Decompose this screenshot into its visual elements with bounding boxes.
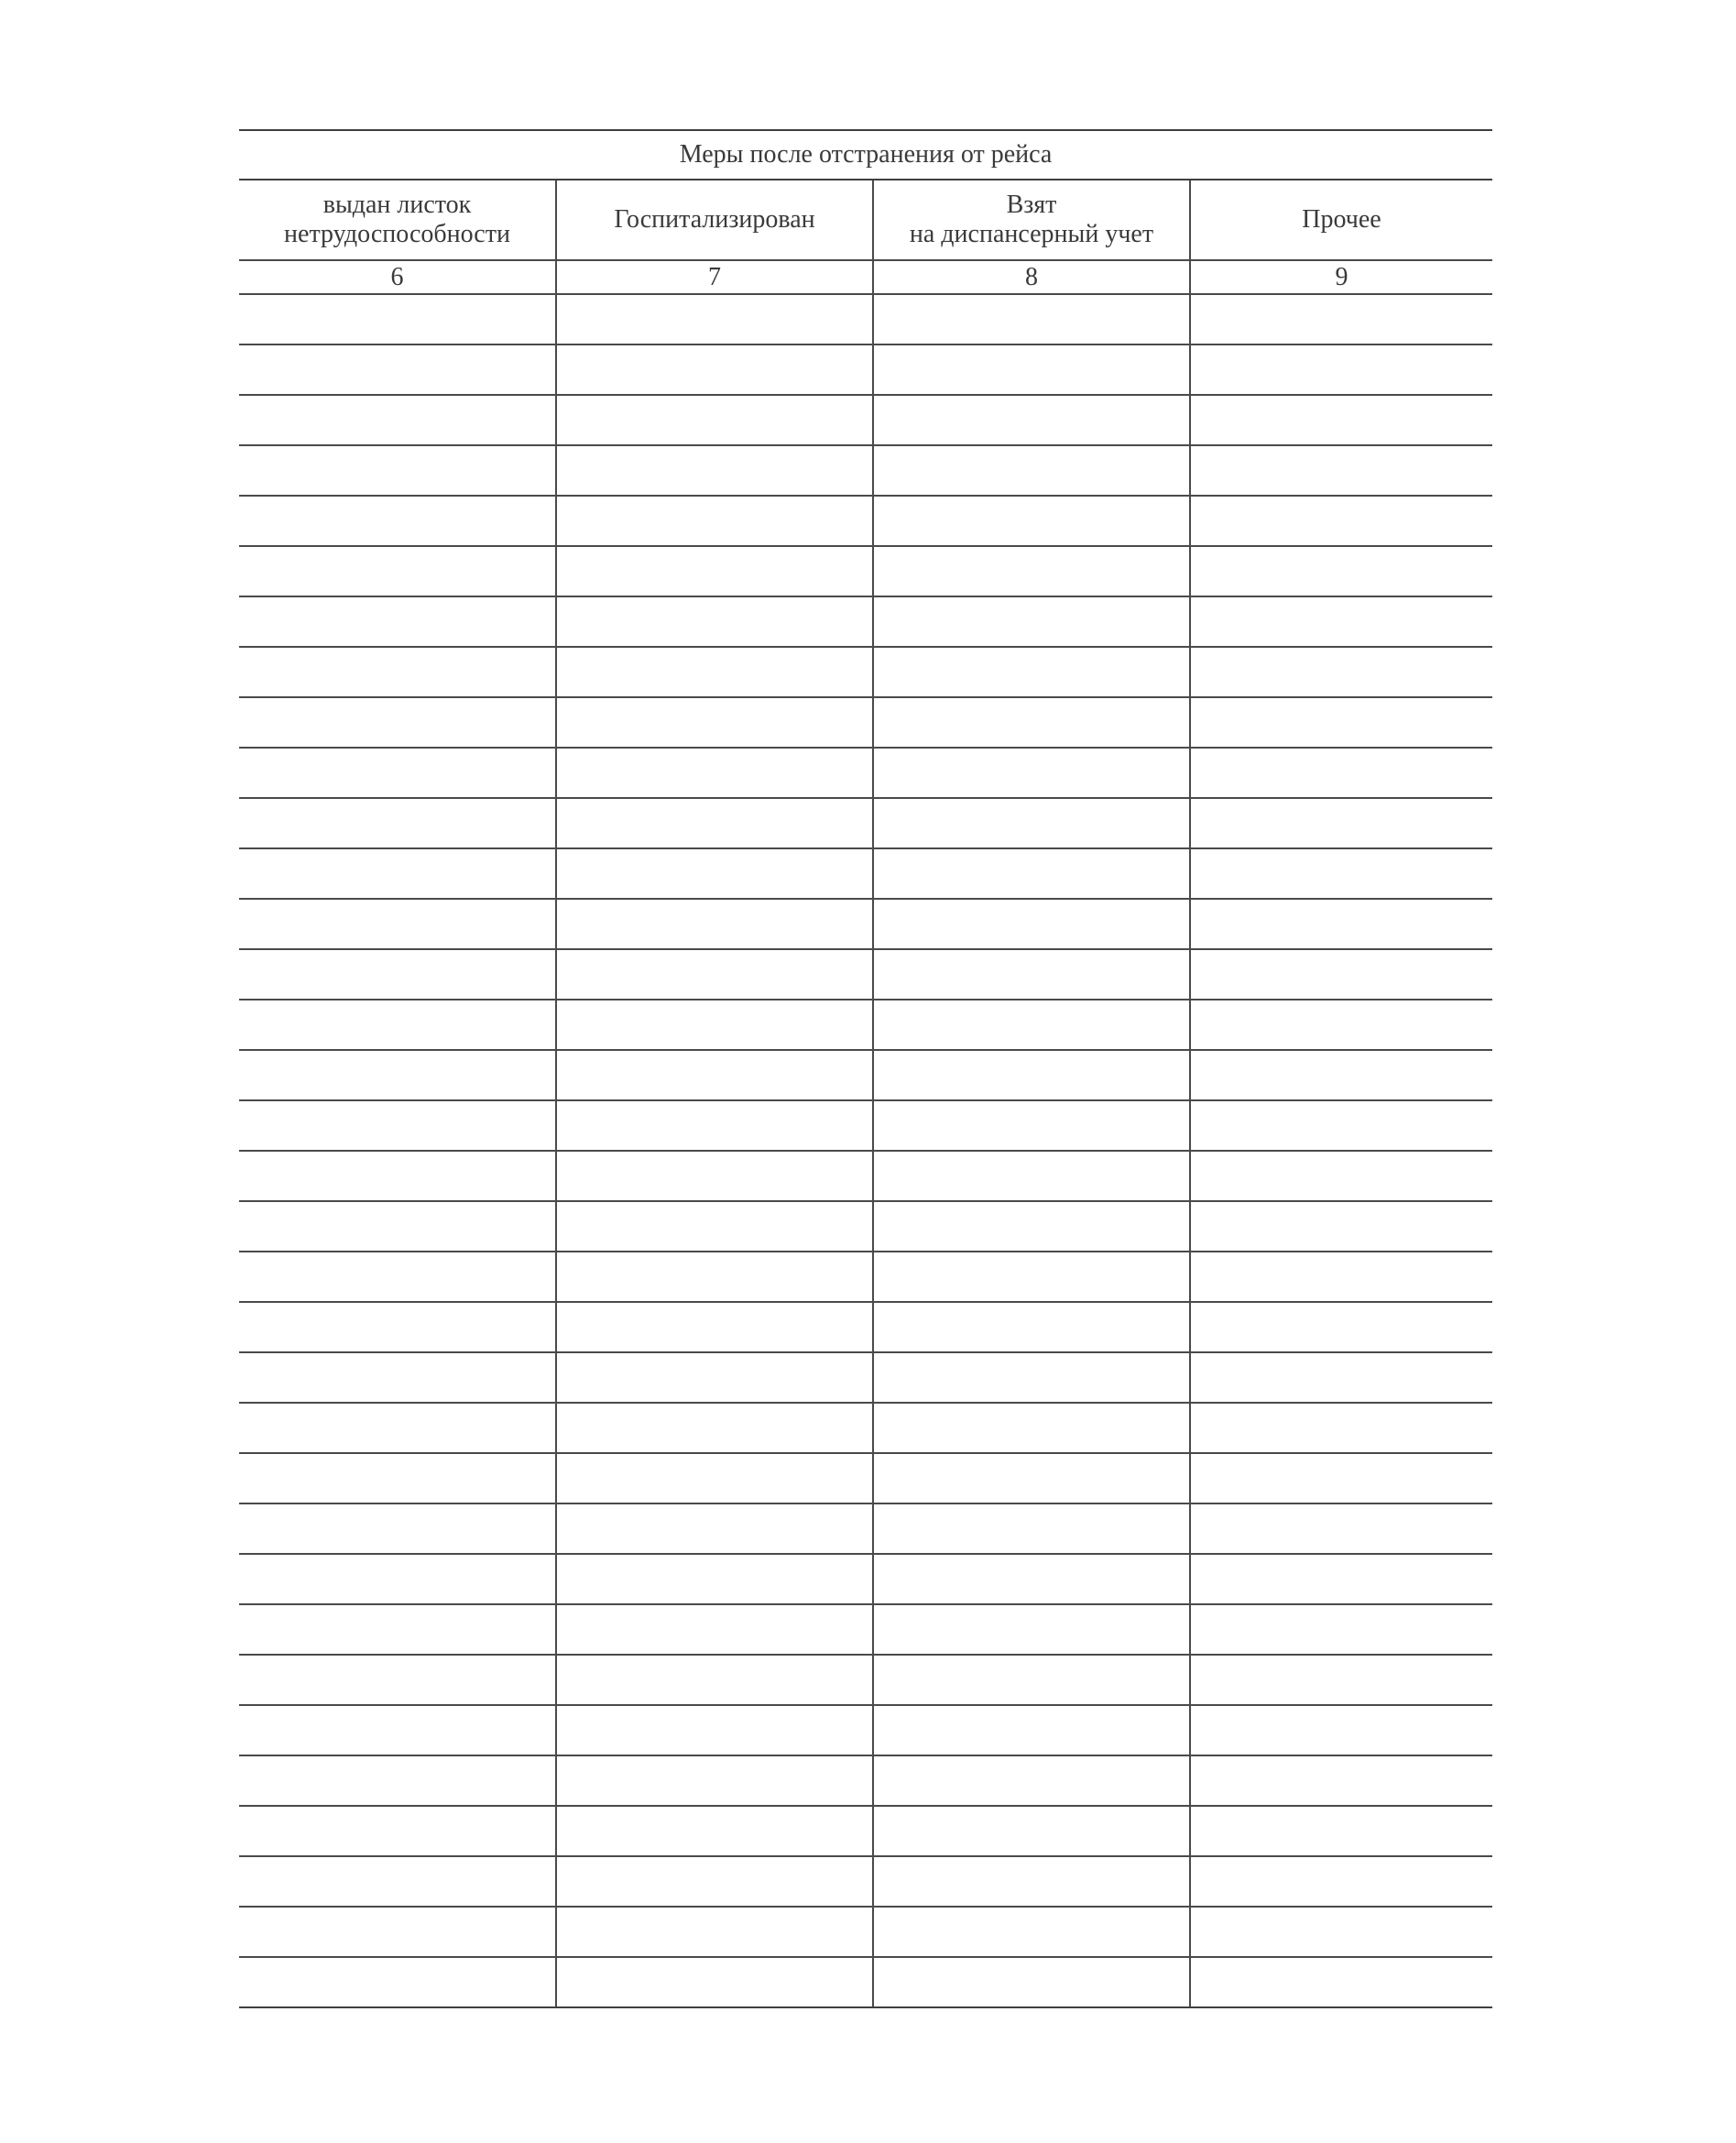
table-row — [239, 596, 1492, 647]
column-header-hospitalized — [556, 180, 873, 260]
table-row — [239, 1000, 1492, 1050]
table-cell-sick-leave[interactable] — [239, 1957, 556, 2007]
table-cell-other[interactable] — [1190, 1907, 1492, 1957]
table-row — [239, 395, 1492, 445]
table-cell-sick-leave[interactable] — [239, 1000, 556, 1050]
table-cell-sick-leave[interactable] — [239, 1856, 556, 1907]
table-cell-hospitalized[interactable] — [556, 1755, 873, 1806]
table-cell-hospitalized[interactable] — [556, 1453, 873, 1503]
table-row — [239, 1503, 1492, 1554]
column-header-other-line-1: Прочее — [1302, 205, 1381, 234]
table-cell-sick-leave[interactable] — [239, 445, 556, 496]
table-cell-hospitalized[interactable] — [556, 445, 873, 496]
table-cell-sick-leave[interactable] — [239, 546, 556, 596]
table-cell-hospitalized[interactable] — [556, 496, 873, 546]
table-row — [239, 1403, 1492, 1453]
table-cell-sick-leave[interactable] — [239, 344, 556, 395]
column-header-other — [1190, 180, 1492, 260]
table-cell-sick-leave[interactable] — [239, 1806, 556, 1856]
table-cell-dispensary[interactable] — [873, 445, 1190, 496]
table-row — [239, 1907, 1492, 1957]
table-cell-other[interactable] — [1190, 748, 1492, 798]
table-cell-dispensary[interactable] — [873, 949, 1190, 1000]
table-cell-dispensary[interactable] — [873, 748, 1190, 798]
table-cell-hospitalized[interactable] — [556, 1604, 873, 1655]
table-row — [239, 1100, 1492, 1151]
table-cell-hospitalized[interactable] — [556, 294, 873, 344]
table-cell-dispensary[interactable] — [873, 1957, 1190, 2007]
table-cell-hospitalized[interactable] — [556, 1554, 873, 1604]
table-cell-dispensary[interactable] — [873, 496, 1190, 546]
table-cell-sick-leave[interactable] — [239, 1100, 556, 1151]
table-cell-dispensary[interactable] — [873, 344, 1190, 395]
table-row — [239, 1302, 1492, 1352]
table-cell-dispensary[interactable] — [873, 1655, 1190, 1705]
table-body — [239, 294, 1492, 2007]
table-cell-sick-leave[interactable] — [239, 496, 556, 546]
table-row — [239, 496, 1492, 546]
table-cell-dispensary[interactable] — [873, 546, 1190, 596]
table-row — [239, 1655, 1492, 1705]
table-cell-sick-leave[interactable] — [239, 899, 556, 949]
table-row — [239, 1252, 1492, 1302]
column-header-sick-leave-line-1: выдан листок — [322, 191, 472, 219]
table-cell-dispensary[interactable] — [873, 1806, 1190, 1856]
table-cell-dispensary[interactable] — [873, 798, 1190, 848]
column-number-8: 8 — [873, 260, 1190, 294]
table-cell-other[interactable] — [1190, 1705, 1492, 1755]
column-number-7: 7 — [556, 260, 873, 294]
table-cell-other[interactable] — [1190, 1201, 1492, 1252]
column-number-6: 6 — [239, 260, 556, 294]
table-cell-sick-leave[interactable] — [239, 1302, 556, 1352]
table-cell-hospitalized[interactable] — [556, 1403, 873, 1453]
table-cell-dispensary[interactable] — [873, 1604, 1190, 1655]
group-header-title: Меры после отстранения от рейса — [239, 130, 1492, 180]
table-cell-dispensary[interactable] — [873, 1050, 1190, 1100]
table-cell-other[interactable] — [1190, 899, 1492, 949]
table-cell-hospitalized[interactable] — [556, 395, 873, 445]
table-cell-other[interactable] — [1190, 798, 1492, 848]
table-cell-hospitalized[interactable] — [556, 1100, 873, 1151]
table-row — [239, 748, 1492, 798]
table-cell-other[interactable] — [1190, 596, 1492, 647]
table-row — [239, 848, 1492, 899]
table-cell-sick-leave[interactable] — [239, 798, 556, 848]
table-cell-dispensary[interactable] — [873, 1503, 1190, 1554]
table-cell-other[interactable] — [1190, 1000, 1492, 1050]
table-cell-dispensary[interactable] — [873, 1453, 1190, 1503]
column-header-sick-leave-line-2: нетрудоспособности — [284, 220, 510, 248]
table-row — [239, 546, 1492, 596]
table-cell-sick-leave[interactable] — [239, 395, 556, 445]
table-row — [239, 1352, 1492, 1403]
measures-table — [239, 129, 1492, 2008]
table-cell-other[interactable] — [1190, 445, 1492, 496]
table-cell-sick-leave[interactable] — [239, 1352, 556, 1403]
table-cell-hospitalized[interactable] — [556, 596, 873, 647]
table-cell-sick-leave[interactable] — [239, 848, 556, 899]
table-cell-sick-leave[interactable] — [239, 294, 556, 344]
column-header-sick-leave — [239, 180, 556, 260]
table-cell-hospitalized[interactable] — [556, 344, 873, 395]
table-cell-sick-leave[interactable] — [239, 1151, 556, 1201]
table-cell-hospitalized[interactable] — [556, 1252, 873, 1302]
table-cell-hospitalized[interactable] — [556, 798, 873, 848]
table-cell-dispensary[interactable] — [873, 1907, 1190, 1957]
table-row — [239, 1151, 1492, 1201]
table-cell-other[interactable] — [1190, 1503, 1492, 1554]
table-row — [239, 344, 1492, 395]
table-cell-sick-leave[interactable] — [239, 1554, 556, 1604]
column-header-row — [239, 180, 1492, 260]
table-cell-other[interactable] — [1190, 647, 1492, 697]
table-cell-sick-leave[interactable] — [239, 1503, 556, 1554]
table-row — [239, 445, 1492, 496]
table-cell-dispensary[interactable] — [873, 1100, 1190, 1151]
table-row — [239, 798, 1492, 848]
table-row — [239, 1705, 1492, 1755]
table-cell-sick-leave[interactable] — [239, 1050, 556, 1100]
table-cell-sick-leave[interactable] — [239, 1252, 556, 1302]
table-cell-hospitalized[interactable] — [556, 1957, 873, 2007]
table-cell-dispensary[interactable] — [873, 294, 1190, 344]
table-row — [239, 1856, 1492, 1907]
table-cell-other[interactable] — [1190, 1604, 1492, 1655]
table-cell-other[interactable] — [1190, 1554, 1492, 1604]
table-cell-other[interactable] — [1190, 395, 1492, 445]
table-cell-other[interactable] — [1190, 1302, 1492, 1352]
column-number-row — [239, 260, 1492, 294]
table-cell-other[interactable] — [1190, 496, 1492, 546]
table-cell-sick-leave[interactable] — [239, 949, 556, 1000]
table-cell-hospitalized[interactable] — [556, 1302, 873, 1352]
table-cell-hospitalized[interactable] — [556, 1503, 873, 1554]
table-cell-dispensary[interactable] — [873, 1705, 1190, 1755]
table-cell-sick-leave[interactable] — [239, 1655, 556, 1705]
table-row — [239, 1755, 1492, 1806]
table-cell-dispensary[interactable] — [873, 697, 1190, 748]
table-row — [239, 1201, 1492, 1252]
table-cell-other[interactable] — [1190, 1050, 1492, 1100]
table-row — [239, 1554, 1492, 1604]
table-cell-hospitalized[interactable] — [556, 1856, 873, 1907]
table-cell-other[interactable] — [1190, 1403, 1492, 1453]
table-cell-dispensary[interactable] — [873, 1252, 1190, 1302]
table-cell-dispensary[interactable] — [873, 1302, 1190, 1352]
table-cell-other[interactable] — [1190, 294, 1492, 344]
table-cell-other[interactable] — [1190, 1755, 1492, 1806]
column-header-dispensary-line-2: на диспансерный учет — [909, 220, 1154, 248]
table-cell-hospitalized[interactable] — [556, 848, 873, 899]
table-cell-other[interactable] — [1190, 344, 1492, 395]
table-row — [239, 1957, 1492, 2007]
table-cell-hospitalized[interactable] — [556, 1655, 873, 1705]
column-header-hospitalized-line-1: Госпитализирован — [614, 205, 815, 234]
table-cell-hospitalized[interactable] — [556, 1151, 873, 1201]
table-cell-dispensary[interactable] — [873, 1151, 1190, 1201]
table-cell-other[interactable] — [1190, 1806, 1492, 1856]
table-cell-other[interactable] — [1190, 949, 1492, 1000]
table-header — [239, 130, 1492, 294]
table-cell-sick-leave[interactable] — [239, 1755, 556, 1806]
table-cell-hospitalized[interactable] — [556, 1352, 873, 1403]
column-header-dispensary-line-1: Взят — [1006, 191, 1057, 219]
table-row — [239, 949, 1492, 1000]
table-cell-hospitalized[interactable] — [556, 1050, 873, 1100]
table-cell-dispensary[interactable] — [873, 1755, 1190, 1806]
table-cell-other[interactable] — [1190, 848, 1492, 899]
table-cell-hospitalized[interactable] — [556, 1000, 873, 1050]
table-cell-sick-leave[interactable] — [239, 1604, 556, 1655]
table-cell-dispensary[interactable] — [873, 848, 1190, 899]
table-cell-hospitalized[interactable] — [556, 647, 873, 697]
table-cell-hospitalized[interactable] — [556, 748, 873, 798]
table-cell-other[interactable] — [1190, 1100, 1492, 1151]
table-cell-other[interactable] — [1190, 1151, 1492, 1201]
table-cell-sick-leave[interactable] — [239, 1705, 556, 1755]
table-cell-hospitalized[interactable] — [556, 1907, 873, 1957]
table-cell-sick-leave[interactable] — [239, 1201, 556, 1252]
table-cell-hospitalized[interactable] — [556, 697, 873, 748]
table-cell-dispensary[interactable] — [873, 899, 1190, 949]
table-cell-sick-leave[interactable] — [239, 1907, 556, 1957]
table-cell-sick-leave[interactable] — [239, 1453, 556, 1503]
table-cell-dispensary[interactable] — [873, 647, 1190, 697]
table-cell-other[interactable] — [1190, 1352, 1492, 1403]
table-row — [239, 647, 1492, 697]
table-cell-other[interactable] — [1190, 1856, 1492, 1907]
group-header-row — [239, 130, 1492, 180]
table-cell-dispensary[interactable] — [873, 1856, 1190, 1907]
table-cell-dispensary[interactable] — [873, 596, 1190, 647]
table-cell-sick-leave[interactable] — [239, 647, 556, 697]
table-cell-other[interactable] — [1190, 1453, 1492, 1503]
table-cell-dispensary[interactable] — [873, 395, 1190, 445]
table-cell-sick-leave[interactable] — [239, 1403, 556, 1453]
table-cell-hospitalized[interactable] — [556, 949, 873, 1000]
table-row — [239, 1806, 1492, 1856]
table-cell-dispensary[interactable] — [873, 1352, 1190, 1403]
table-cell-other[interactable] — [1190, 546, 1492, 596]
table-row — [239, 697, 1492, 748]
table-row — [239, 1050, 1492, 1100]
table-row — [239, 1604, 1492, 1655]
table-cell-sick-leave[interactable] — [239, 697, 556, 748]
table-cell-dispensary[interactable] — [873, 1554, 1190, 1604]
table-cell-other[interactable] — [1190, 1655, 1492, 1705]
table-cell-other[interactable] — [1190, 1957, 1492, 2007]
table-cell-other[interactable] — [1190, 697, 1492, 748]
table-cell-sick-leave[interactable] — [239, 596, 556, 647]
table-cell-sick-leave[interactable] — [239, 748, 556, 798]
column-number-9: 9 — [1190, 260, 1492, 294]
table-row — [239, 294, 1492, 344]
table-row — [239, 899, 1492, 949]
table-cell-dispensary[interactable] — [873, 1201, 1190, 1252]
table-row — [239, 1453, 1492, 1503]
table-cell-dispensary[interactable] — [873, 1403, 1190, 1453]
column-header-dispensary — [873, 180, 1190, 260]
table-cell-hospitalized[interactable] — [556, 1201, 873, 1252]
table-cell-dispensary[interactable] — [873, 1000, 1190, 1050]
table-cell-hospitalized[interactable] — [556, 899, 873, 949]
table-cell-hospitalized[interactable] — [556, 1806, 873, 1856]
table-cell-other[interactable] — [1190, 1252, 1492, 1302]
table-cell-hospitalized[interactable] — [556, 1705, 873, 1755]
table-cell-hospitalized[interactable] — [556, 546, 873, 596]
